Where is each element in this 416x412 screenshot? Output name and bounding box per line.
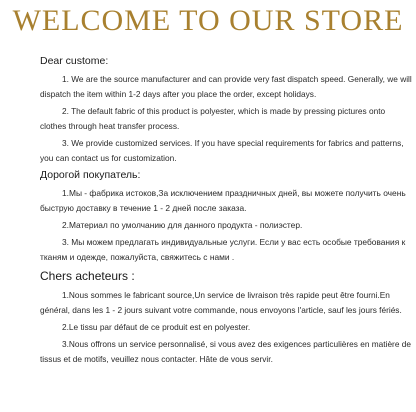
french-greeting: Chers acheteurs : — [40, 269, 135, 283]
english-greeting: Dear custome: — [40, 55, 109, 67]
french-paragraph-1: 1.Nous sommes le fabricant source,Un service de livraison très rapide peut être fourni.En général, dans les 1 - 2 jours suivant votre commande, nous envoyons l'article, sauf les jours fériés. — [40, 290, 402, 315]
russian-greeting: Дорогой покупатель: — [40, 169, 141, 181]
russian-paragraph-2: 2.Материал по умолчанию для данного продукта - полиэстер. — [62, 220, 303, 230]
store-title: WELCOME TO OUR STORE — [12, 4, 404, 37]
english-paragraph-3: 3. We provide customized services. If you have special requirements for fabrics and patterns, you can contact us for customization. — [40, 138, 404, 163]
notice-content — [40, 54, 412, 369]
russian-paragraph-3: 3. Мы можем предлагать индивидуальные услуги. Если у вас есть особые требования к тканям и одежде, пожалуйста, свяжитесь с нами . — [40, 237, 406, 262]
english-paragraph-2: 2. The default fabric of this product is polyester, which is made by pressing pictures onto clothes through heat transfer process. — [40, 106, 386, 131]
russian-paragraph-1: 1.Мы - фабрика истоков,За исключением праздничных дней, вы можете получить очень быструю доставку в течение 1 - 2 дней после заказа. — [40, 188, 406, 213]
french-paragraph-3: 3.Nous offrons un service personnalisé, si vous avez des exigences particulières en matière de tissus et de motifs, veuillez nous contacter. Hâte de vous servir. — [40, 339, 411, 364]
french-paragraph-2: 2.Le tissu par défaut de ce produit est en polyester. — [62, 322, 251, 332]
english-paragraph-1: 1. We are the source manufacturer and can provide very fast dispatch speed. Generally, we will dispatch the item within 1-2 days after you place the order, except holidays. — [40, 74, 412, 99]
